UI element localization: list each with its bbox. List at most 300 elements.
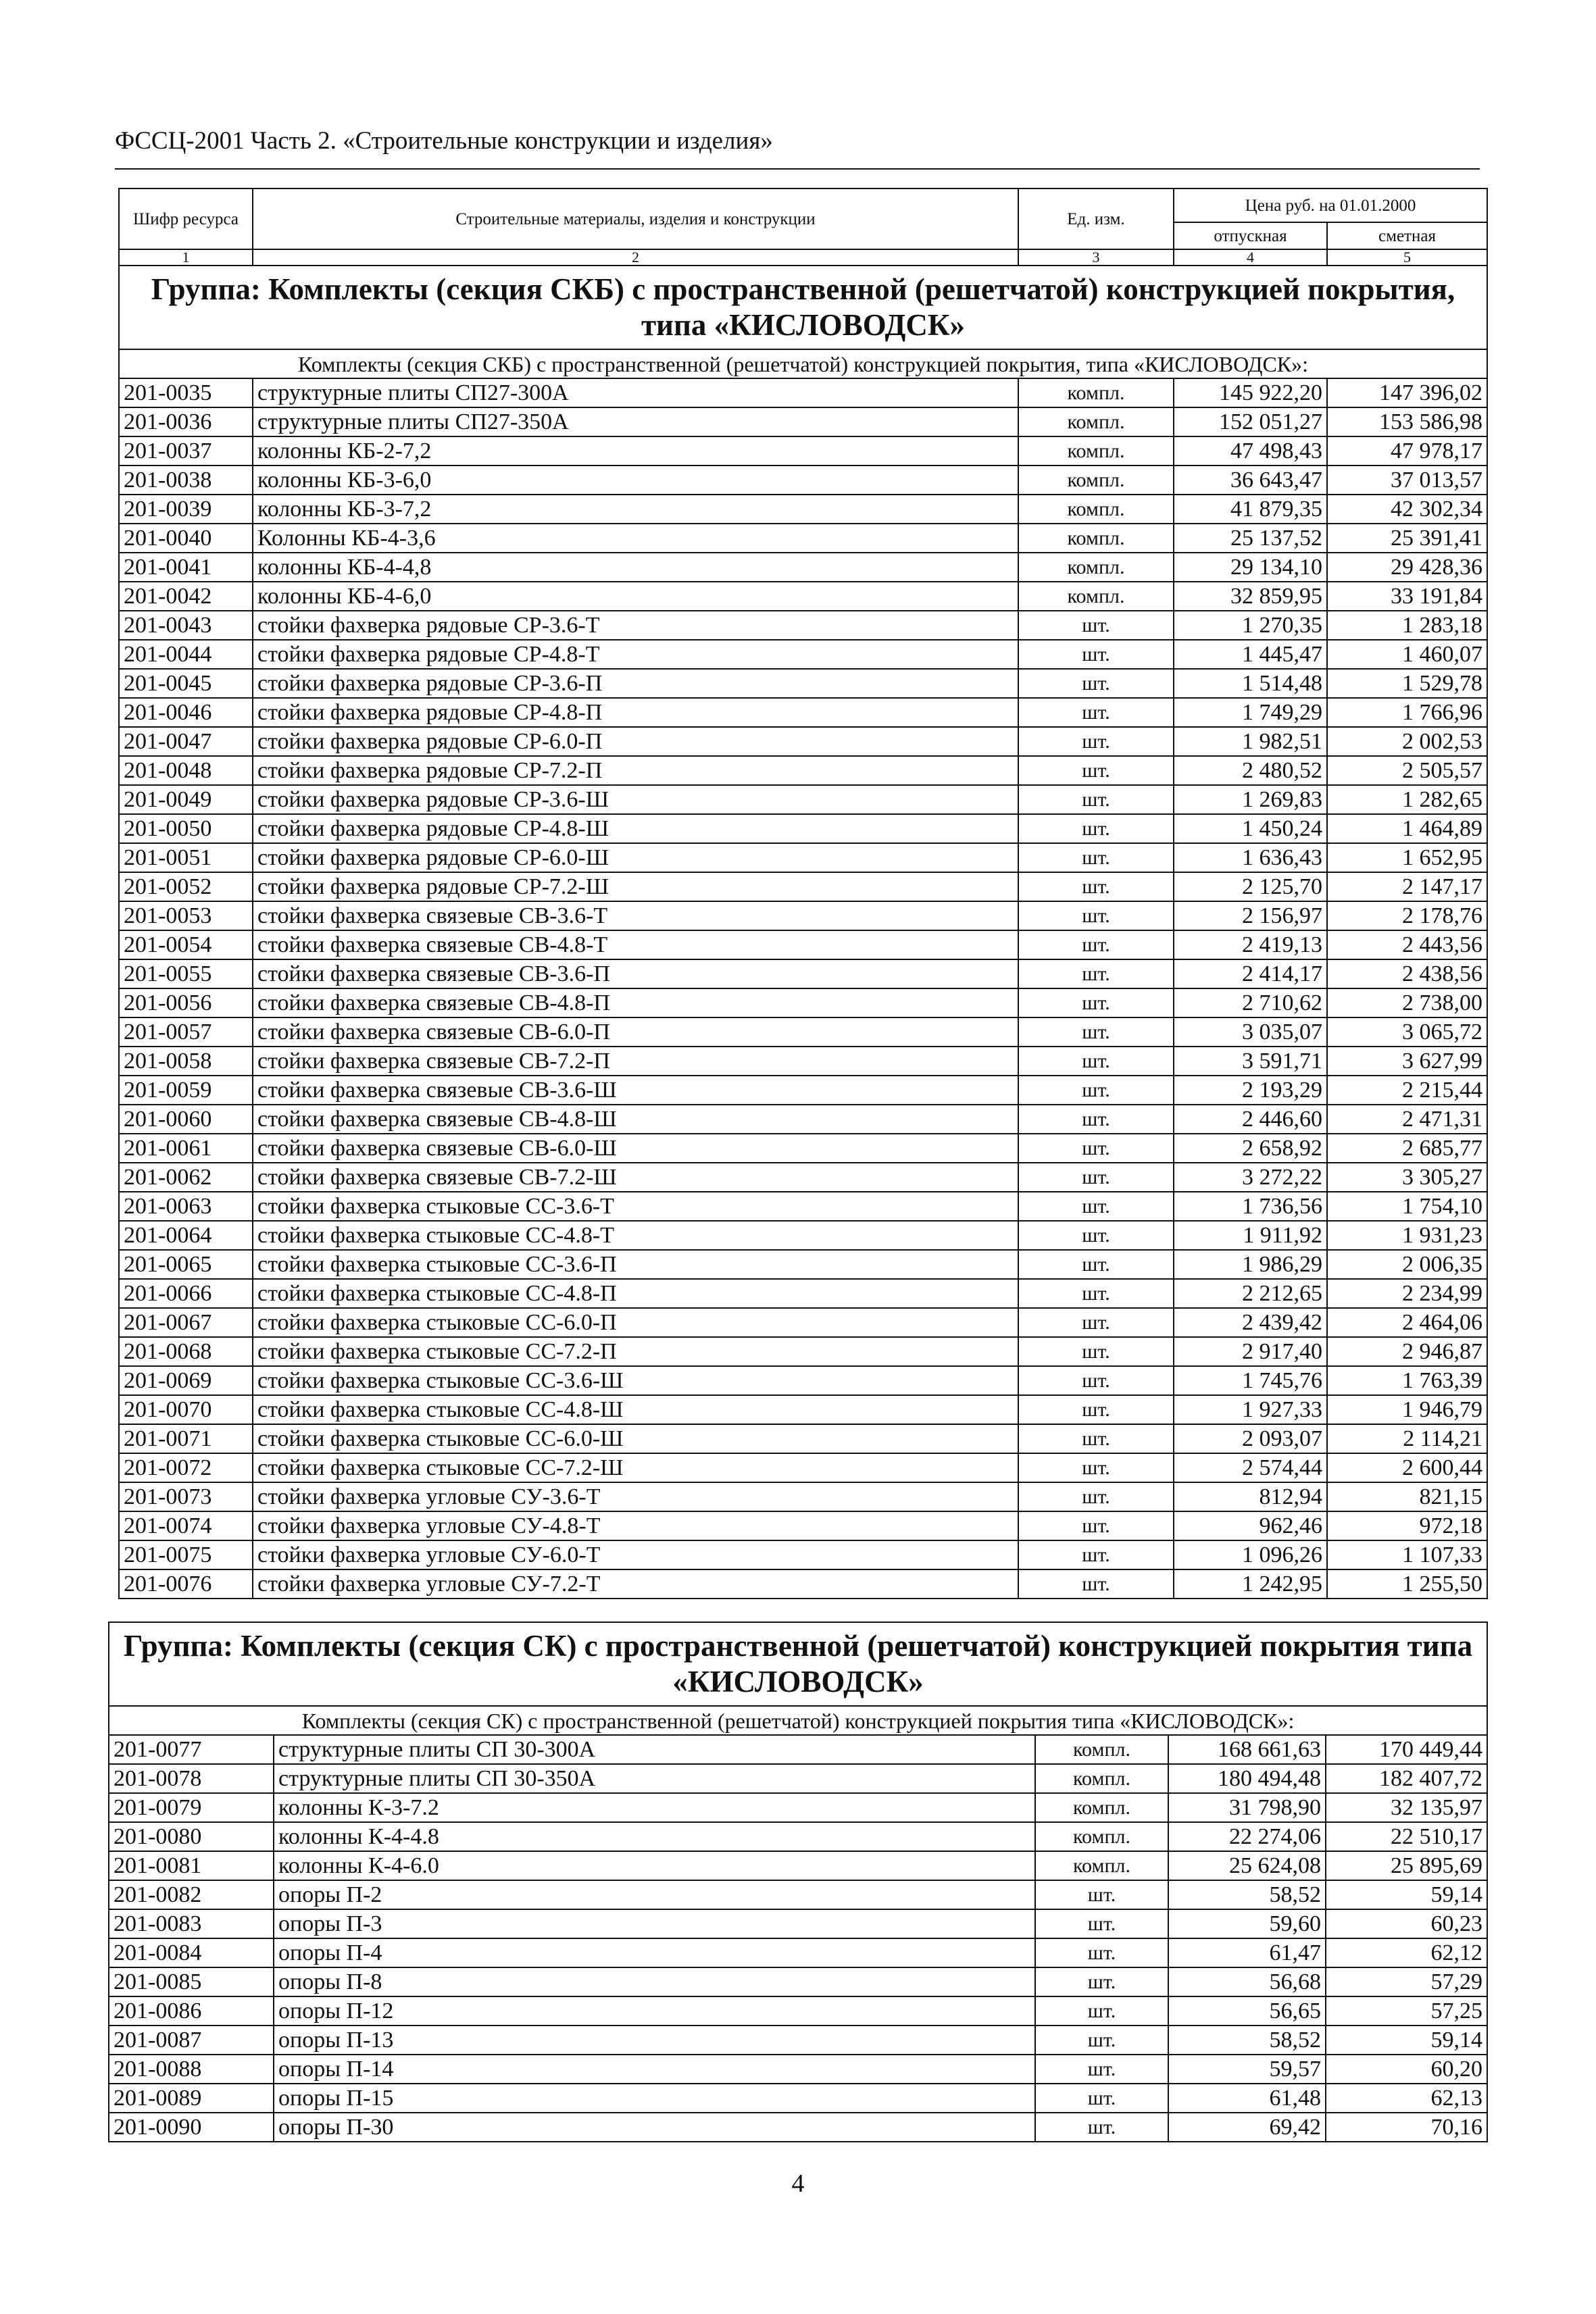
price-cell: 3 591,71	[1174, 1047, 1327, 1076]
name-cell: стойки фахверка связевые СВ-7.2-Ш	[253, 1163, 1018, 1192]
code-cell: 201-0063	[119, 1192, 253, 1221]
table-row	[119, 698, 1487, 727]
table-row	[119, 1569, 1487, 1599]
table-row	[119, 1017, 1487, 1047]
table-row	[119, 1134, 1487, 1163]
estimate-cell: 2 002,53	[1327, 727, 1487, 756]
unit-cell: шт.	[1018, 1076, 1174, 1105]
name-cell: опоры П-12	[274, 1996, 1035, 2026]
table-row	[119, 582, 1487, 611]
table-row	[109, 1909, 1487, 1938]
name-cell: колонны КБ-2-7,2	[253, 436, 1018, 466]
unit-cell: шт.	[1035, 1996, 1168, 2026]
code-cell: 201-0043	[119, 611, 253, 640]
code-cell: 201-0088	[109, 2055, 274, 2084]
code-cell: 201-0060	[119, 1105, 253, 1134]
name-cell: стойки фахверка рядовые СР-4.8-Ш	[253, 814, 1018, 843]
estimate-cell: 821,15	[1327, 1482, 1487, 1511]
table-row	[119, 1540, 1487, 1569]
price-cell: 2 446,60	[1174, 1105, 1327, 1134]
price-cell: 1 736,56	[1174, 1192, 1327, 1221]
code-cell: 201-0035	[119, 378, 253, 407]
estimate-cell: 25 391,41	[1327, 524, 1487, 553]
estimate-cell: 1 754,10	[1327, 1192, 1487, 1221]
unit-cell: компл.	[1018, 436, 1174, 466]
code-cell: 201-0075	[119, 1540, 253, 1569]
name-cell: стойки фахверка стыковые СС-7.2-П	[253, 1337, 1018, 1366]
estimate-cell: 2 006,35	[1327, 1250, 1487, 1279]
unit-cell: шт.	[1018, 988, 1174, 1017]
code-cell: 201-0070	[119, 1395, 253, 1424]
code-cell: 201-0087	[109, 2026, 274, 2055]
table-row	[109, 2026, 1487, 2055]
table-row	[109, 2113, 1487, 2142]
price-cell: 61,47	[1168, 1938, 1326, 1967]
table-row	[119, 1337, 1487, 1366]
group-title: Группа: Комплекты (секция СК) с пространственной (решетчатой) конструкцией покрытия типа «КИСЛОВОДСК»	[109, 1622, 1487, 1706]
estimate-cell: 972,18	[1327, 1511, 1487, 1540]
code-cell: 201-0040	[119, 524, 253, 553]
table-row	[109, 1967, 1487, 1996]
table-row	[109, 1793, 1487, 1822]
estimate-cell: 170 449,44	[1326, 1735, 1487, 1764]
unit-cell: шт.	[1018, 756, 1174, 785]
estimate-cell: 2 685,77	[1327, 1134, 1487, 1163]
estimate-cell: 1 766,96	[1327, 698, 1487, 727]
unit-cell: шт.	[1018, 1453, 1174, 1482]
code-cell: 201-0042	[119, 582, 253, 611]
unit-cell: шт.	[1018, 640, 1174, 669]
header-colnum-5: 5	[1327, 249, 1487, 266]
code-cell: 201-0038	[119, 466, 253, 495]
unit-cell: шт.	[1018, 901, 1174, 930]
estimate-cell: 33 191,84	[1327, 582, 1487, 611]
estimate-cell: 2 600,44	[1327, 1453, 1487, 1482]
code-cell: 201-0081	[109, 1851, 274, 1880]
price-cell: 180 494,48	[1168, 1764, 1326, 1793]
estimate-cell: 2 471,31	[1327, 1105, 1487, 1134]
group-subtitle: Комплекты (секция СК) с пространственной (решетчатой) конструкцией покрытия типа «КИСЛОВОДСК»:	[109, 1706, 1487, 1735]
name-cell: стойки фахверка рядовые СР-7.2-Ш	[253, 872, 1018, 901]
estimate-cell: 1 283,18	[1327, 611, 1487, 640]
table-row	[119, 524, 1487, 553]
estimate-cell: 42 302,34	[1327, 495, 1487, 524]
code-cell: 201-0085	[109, 1967, 274, 1996]
unit-cell: шт.	[1018, 1395, 1174, 1424]
price-cell: 1 450,24	[1174, 814, 1327, 843]
name-cell: стойки фахверка стыковые СС-4.8-П	[253, 1279, 1018, 1308]
estimate-cell: 153 586,98	[1327, 407, 1487, 436]
estimate-cell: 1 282,65	[1327, 785, 1487, 814]
estimate-cell: 182 407,72	[1326, 1764, 1487, 1793]
unit-cell: шт.	[1035, 1909, 1168, 1938]
unit-cell: шт.	[1018, 1192, 1174, 1221]
unit-cell: шт.	[1018, 698, 1174, 727]
code-cell: 201-0061	[119, 1134, 253, 1163]
code-cell: 201-0069	[119, 1366, 253, 1395]
page-number: 4	[791, 2169, 805, 2198]
table-row	[119, 1366, 1487, 1395]
code-cell: 201-0082	[109, 1880, 274, 1909]
code-cell: 201-0041	[119, 553, 253, 582]
table-row	[119, 930, 1487, 959]
estimate-cell: 29 428,36	[1327, 553, 1487, 582]
table-row	[119, 959, 1487, 988]
table-row	[109, 1938, 1487, 1967]
name-cell: стойки фахверка рядовые СР-3.6-П	[253, 669, 1018, 698]
table-row	[119, 1424, 1487, 1453]
group-title: Группа: Комплекты (секция СКБ) с пространственной (решетчатой) конструкцией покрытия, типа «КИСЛОВОДСК»	[119, 266, 1487, 349]
price-cell: 1 745,76	[1174, 1366, 1327, 1395]
table-row	[119, 785, 1487, 814]
price-cell: 2 093,07	[1174, 1424, 1327, 1453]
code-cell: 201-0065	[119, 1250, 253, 1279]
price-table-skb	[118, 188, 1488, 1599]
code-cell: 201-0074	[119, 1511, 253, 1540]
estimate-cell: 2 443,56	[1327, 930, 1487, 959]
table-row	[119, 1482, 1487, 1511]
estimate-cell: 2 147,17	[1327, 872, 1487, 901]
price-cell: 22 274,06	[1168, 1822, 1326, 1851]
estimate-cell: 3 065,72	[1327, 1017, 1487, 1047]
name-cell: стойки фахверка стыковые СС-6.0-Ш	[253, 1424, 1018, 1453]
price-cell: 1 096,26	[1174, 1540, 1327, 1569]
unit-cell: шт.	[1018, 1221, 1174, 1250]
table-row	[119, 669, 1487, 698]
unit-cell: шт.	[1018, 1250, 1174, 1279]
name-cell: стойки фахверка связевые СВ-4.8-Ш	[253, 1105, 1018, 1134]
table-row	[119, 901, 1487, 930]
header-unit: Ед. изм.	[1018, 188, 1174, 249]
name-cell: колонны К-4-4.8	[274, 1822, 1035, 1851]
header-colnum-4: 4	[1174, 249, 1327, 266]
table-row	[119, 1047, 1487, 1076]
code-cell: 201-0044	[119, 640, 253, 669]
name-cell: опоры П-2	[274, 1880, 1035, 1909]
unit-cell: шт.	[1018, 1569, 1174, 1599]
table-row	[109, 1851, 1487, 1880]
code-cell: 201-0046	[119, 698, 253, 727]
code-cell: 201-0045	[119, 669, 253, 698]
table-row	[119, 553, 1487, 582]
header-price: Цена руб. на 01.01.2000	[1174, 188, 1487, 222]
code-cell: 201-0080	[109, 1822, 274, 1851]
price-cell: 1 927,33	[1174, 1395, 1327, 1424]
estimate-cell: 2 215,44	[1327, 1076, 1487, 1105]
estimate-cell: 22 510,17	[1326, 1822, 1487, 1851]
code-cell: 201-0062	[119, 1163, 253, 1192]
unit-cell: компл.	[1035, 1793, 1168, 1822]
table-row	[119, 436, 1487, 466]
name-cell: колонны КБ-3-6,0	[253, 466, 1018, 495]
table-row	[119, 756, 1487, 785]
code-cell: 201-0078	[109, 1764, 274, 1793]
code-cell: 201-0073	[119, 1482, 253, 1511]
estimate-cell: 1 460,07	[1327, 640, 1487, 669]
code-cell: 201-0066	[119, 1279, 253, 1308]
unit-cell: шт.	[1035, 1967, 1168, 1996]
code-cell: 201-0058	[119, 1047, 253, 1076]
unit-cell: компл.	[1035, 1764, 1168, 1793]
price-cell: 1 986,29	[1174, 1250, 1327, 1279]
table-row	[119, 1511, 1487, 1540]
code-cell: 201-0056	[119, 988, 253, 1017]
table-row	[119, 1192, 1487, 1221]
unit-cell: шт.	[1018, 1017, 1174, 1047]
price-cell: 145 922,20	[1174, 378, 1327, 407]
name-cell: стойки фахверка рядовые СР-3.6-Т	[253, 611, 1018, 640]
unit-cell: компл.	[1018, 378, 1174, 407]
unit-cell: шт.	[1018, 669, 1174, 698]
header-name: Строительные материалы, изделия и конструкции	[253, 188, 1018, 249]
name-cell: стойки фахверка рядовые СР-4.8-Т	[253, 640, 1018, 669]
code-cell: 201-0089	[109, 2084, 274, 2113]
estimate-cell: 57,25	[1326, 1996, 1487, 2026]
estimate-cell: 32 135,97	[1326, 1793, 1487, 1822]
name-cell: стойки фахверка рядовые СР-4.8-П	[253, 698, 1018, 727]
unit-cell: шт.	[1018, 930, 1174, 959]
unit-cell: шт.	[1018, 872, 1174, 901]
unit-cell: шт.	[1018, 1134, 1174, 1163]
code-cell: 201-0090	[109, 2113, 274, 2142]
name-cell: стойки фахверка угловые СУ-3.6-Т	[253, 1482, 1018, 1511]
price-cell: 29 134,10	[1174, 553, 1327, 582]
price-table-sk	[108, 1621, 1488, 2142]
unit-cell: компл.	[1018, 466, 1174, 495]
unit-cell: компл.	[1018, 553, 1174, 582]
price-cell: 69,42	[1168, 2113, 1326, 2142]
code-cell: 201-0086	[109, 1996, 274, 2026]
name-cell: стойки фахверка связевые СВ-3.6-Ш	[253, 1076, 1018, 1105]
estimate-cell: 147 396,02	[1327, 378, 1487, 407]
page-header: ФССЦ-2001 Часть 2. «Строительные конструкции и изделия»	[115, 128, 1480, 170]
unit-cell: компл.	[1018, 524, 1174, 553]
price-cell: 1 270,35	[1174, 611, 1327, 640]
price-cell: 1 982,51	[1174, 727, 1327, 756]
price-cell: 47 498,43	[1174, 436, 1327, 466]
unit-cell: шт.	[1018, 1047, 1174, 1076]
table-row	[119, 611, 1487, 640]
table-row	[119, 466, 1487, 495]
price-cell: 58,52	[1168, 2026, 1326, 2055]
name-cell: опоры П-3	[274, 1909, 1035, 1938]
estimate-cell: 1 255,50	[1327, 1569, 1487, 1599]
estimate-cell: 1 931,23	[1327, 1221, 1487, 1250]
estimate-cell: 1 107,33	[1327, 1540, 1487, 1569]
code-cell: 201-0064	[119, 1221, 253, 1250]
estimate-cell: 2 114,21	[1327, 1424, 1487, 1453]
table-row	[119, 495, 1487, 524]
price-cell: 3 272,22	[1174, 1163, 1327, 1192]
name-cell: стойки фахверка связевые СВ-4.8-П	[253, 988, 1018, 1017]
estimate-cell: 62,12	[1326, 1938, 1487, 1967]
price-cell: 59,60	[1168, 1909, 1326, 1938]
code-cell: 201-0049	[119, 785, 253, 814]
price-cell: 56,65	[1168, 1996, 1326, 2026]
unit-cell: шт.	[1018, 1424, 1174, 1453]
table-row	[119, 1395, 1487, 1424]
unit-cell: шт.	[1018, 843, 1174, 872]
code-cell: 201-0057	[119, 1017, 253, 1047]
name-cell: колонны КБ-3-7,2	[253, 495, 1018, 524]
price-cell: 962,46	[1174, 1511, 1327, 1540]
name-cell: структурные плиты СП 30-350А	[274, 1764, 1035, 1793]
code-cell: 201-0050	[119, 814, 253, 843]
price-cell: 2 480,52	[1174, 756, 1327, 785]
name-cell: стойки фахверка связевые СВ-6.0-Ш	[253, 1134, 1018, 1163]
unit-cell: компл.	[1018, 582, 1174, 611]
code-cell: 201-0051	[119, 843, 253, 872]
price-cell: 2 156,97	[1174, 901, 1327, 930]
code-cell: 201-0047	[119, 727, 253, 756]
price-cell: 2 917,40	[1174, 1337, 1327, 1366]
unit-cell: шт.	[1035, 1880, 1168, 1909]
price-cell: 2 439,42	[1174, 1308, 1327, 1337]
name-cell: стойки фахверка угловые СУ-4.8-Т	[253, 1511, 1018, 1540]
unit-cell: компл.	[1035, 1822, 1168, 1851]
table-row	[109, 2084, 1487, 2113]
price-cell: 2 710,62	[1174, 988, 1327, 1017]
name-cell: стойки фахверка связевые СВ-4.8-Т	[253, 930, 1018, 959]
estimate-cell: 1 464,89	[1327, 814, 1487, 843]
price-cell: 1 749,29	[1174, 698, 1327, 727]
code-cell: 201-0084	[109, 1938, 274, 1967]
name-cell: колонны К-4-6.0	[274, 1851, 1035, 1880]
estimate-cell: 60,20	[1326, 2055, 1487, 2084]
name-cell: стойки фахверка рядовые СР-3.6-Ш	[253, 785, 1018, 814]
price-cell: 1 445,47	[1174, 640, 1327, 669]
name-cell: опоры П-30	[274, 2113, 1035, 2142]
estimate-cell: 1 763,39	[1327, 1366, 1487, 1395]
price-cell: 2 414,17	[1174, 959, 1327, 988]
estimate-cell: 60,23	[1326, 1909, 1487, 1938]
unit-cell: шт.	[1018, 1163, 1174, 1192]
price-cell: 1 911,92	[1174, 1221, 1327, 1250]
name-cell: стойки фахверка рядовые СР-7.2-П	[253, 756, 1018, 785]
name-cell: стойки фахверка рядовые СР-6.0-П	[253, 727, 1018, 756]
unit-cell: шт.	[1018, 1511, 1174, 1540]
estimate-cell: 25 895,69	[1326, 1851, 1487, 1880]
price-cell: 2 125,70	[1174, 872, 1327, 901]
table-row	[119, 727, 1487, 756]
name-cell: стойки фахверка связевые СВ-3.6-П	[253, 959, 1018, 988]
unit-cell: шт.	[1018, 727, 1174, 756]
unit-cell: шт.	[1018, 611, 1174, 640]
code-cell: 201-0053	[119, 901, 253, 930]
estimate-cell: 2 505,57	[1327, 756, 1487, 785]
code-cell: 201-0054	[119, 930, 253, 959]
table-row	[119, 1105, 1487, 1134]
price-cell: 152 051,27	[1174, 407, 1327, 436]
name-cell: колонны КБ-4-6,0	[253, 582, 1018, 611]
table-row	[119, 814, 1487, 843]
estimate-cell: 1 946,79	[1327, 1395, 1487, 1424]
unit-cell: шт.	[1018, 785, 1174, 814]
name-cell: опоры П-13	[274, 2026, 1035, 2055]
unit-cell: компл.	[1018, 495, 1174, 524]
name-cell: стойки фахверка рядовые СР-6.0-Ш	[253, 843, 1018, 872]
price-cell: 1 514,48	[1174, 669, 1327, 698]
name-cell: стойки фахверка угловые СУ-6.0-Т	[253, 1540, 1018, 1569]
name-cell: стойки фахверка стыковые СС-3.6-Т	[253, 1192, 1018, 1221]
table-row	[119, 1250, 1487, 1279]
table-row	[119, 988, 1487, 1017]
estimate-cell: 59,14	[1326, 1880, 1487, 1909]
estimate-cell: 2 178,76	[1327, 901, 1487, 930]
price-cell: 2 419,13	[1174, 930, 1327, 959]
table-row	[119, 872, 1487, 901]
code-cell: 201-0071	[119, 1424, 253, 1453]
unit-cell: шт.	[1018, 1105, 1174, 1134]
code-cell: 201-0052	[119, 872, 253, 901]
code-cell: 201-0059	[119, 1076, 253, 1105]
table-row	[119, 1279, 1487, 1308]
table-body	[109, 1735, 1487, 2142]
unit-cell: шт.	[1018, 1279, 1174, 1308]
table-row	[119, 407, 1487, 436]
price-cell: 61,48	[1168, 2084, 1326, 2113]
price-cell: 3 035,07	[1174, 1017, 1327, 1047]
table-row	[119, 378, 1487, 407]
price-cell: 1 269,83	[1174, 785, 1327, 814]
name-cell: стойки фахверка стыковые СС-3.6-Ш	[253, 1366, 1018, 1395]
table-row	[119, 1453, 1487, 1482]
estimate-cell: 2 438,56	[1327, 959, 1487, 988]
unit-cell: шт.	[1018, 814, 1174, 843]
table-row	[109, 2055, 1487, 2084]
estimate-cell: 57,29	[1326, 1967, 1487, 1996]
estimate-cell: 2 738,00	[1327, 988, 1487, 1017]
price-cell: 32 859,95	[1174, 582, 1327, 611]
unit-cell: шт.	[1035, 2113, 1168, 2142]
header-colnum-3: 3	[1018, 249, 1174, 266]
code-cell: 201-0067	[119, 1308, 253, 1337]
table-row	[119, 1163, 1487, 1192]
unit-cell: шт.	[1035, 2026, 1168, 2055]
unit-cell: шт.	[1018, 1308, 1174, 1337]
estimate-cell: 3 305,27	[1327, 1163, 1487, 1192]
price-cell: 58,52	[1168, 1880, 1326, 1909]
table-header	[119, 188, 1487, 266]
table-body	[119, 378, 1487, 1599]
header-colnum-1: 1	[119, 249, 253, 266]
header-estimate: сметная	[1327, 222, 1487, 249]
code-cell: 201-0039	[119, 495, 253, 524]
estimate-cell: 1 529,78	[1327, 669, 1487, 698]
table-row	[109, 1880, 1487, 1909]
name-cell: структурные плиты СП27-300А	[253, 378, 1018, 407]
name-cell: колонны КБ-4-4,8	[253, 553, 1018, 582]
code-cell: 201-0055	[119, 959, 253, 988]
table-row	[119, 1221, 1487, 1250]
header-colnum-2: 2	[253, 249, 1018, 266]
price-cell: 2 574,44	[1174, 1453, 1327, 1482]
table-row	[119, 640, 1487, 669]
code-cell: 201-0077	[109, 1735, 274, 1764]
code-cell: 201-0036	[119, 407, 253, 436]
price-cell: 1 636,43	[1174, 843, 1327, 872]
price-cell: 56,68	[1168, 1967, 1326, 1996]
group-subtitle: Комплекты (секция СКБ) с пространственной (решетчатой) конструкцией покрытия, типа «КИСЛОВОДСК»:	[119, 349, 1487, 378]
price-cell: 2 193,29	[1174, 1076, 1327, 1105]
price-cell: 36 643,47	[1174, 466, 1327, 495]
code-cell: 201-0048	[119, 756, 253, 785]
table-row	[109, 1764, 1487, 1793]
table-row	[109, 1822, 1487, 1851]
unit-cell: шт.	[1018, 1337, 1174, 1366]
name-cell: опоры П-15	[274, 2084, 1035, 2113]
estimate-cell: 1 652,95	[1327, 843, 1487, 872]
